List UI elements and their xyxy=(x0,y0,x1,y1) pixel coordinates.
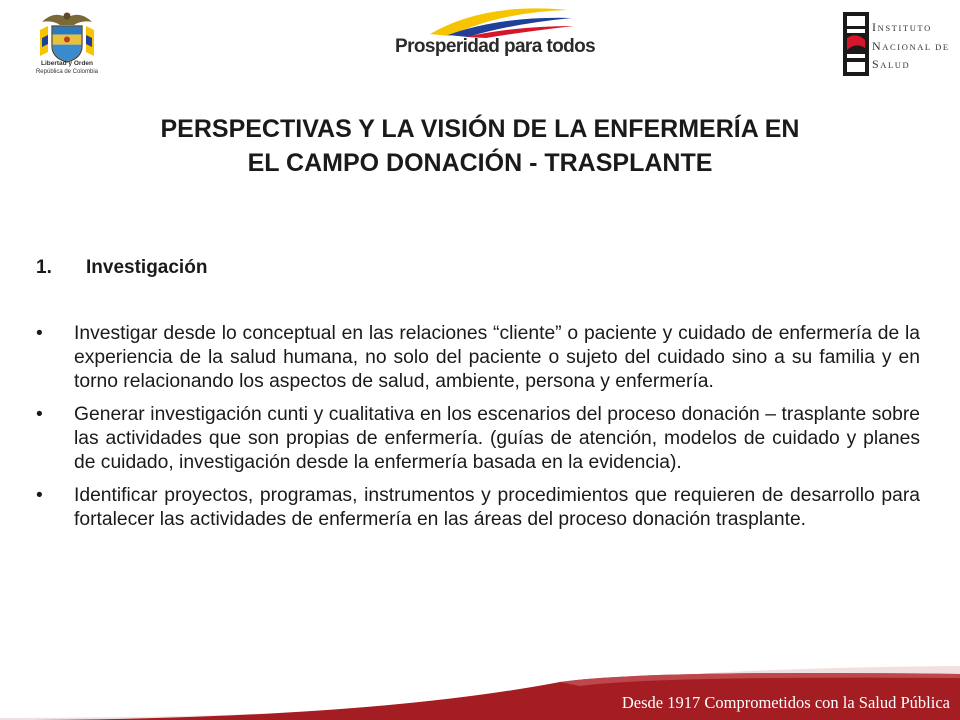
coat-motto-text: Libertad y Orden xyxy=(40,60,93,67)
slide-title-line-2: EL CAMPO DONACIÓN - TRASPLANTE xyxy=(247,149,713,177)
ins-line-2: NACIONAL DE xyxy=(872,38,950,53)
bullet-text: Generar investigación cunti y cualitativa en los escenarios del proceso donación – trasplante sobre las actividades que son propias de enfermería. (guías de atención, modelos de cuidado y planes de cuidado, investigación desde la enfermería basada en la evidencia). xyxy=(74,404,920,473)
bullet-item xyxy=(36,322,920,394)
ins-logo-icon xyxy=(843,12,869,76)
bullet-marker: • xyxy=(36,404,43,425)
bullet-list xyxy=(36,322,920,541)
bullet-item xyxy=(36,403,920,475)
coat-country-text: República de Colombia xyxy=(35,69,99,75)
bullet-item xyxy=(36,484,920,532)
section-label: Investigación xyxy=(86,257,208,278)
bullet-text: Identificar proyectos, programas, instrumentos y procedimientos que requieren de desarrollo para fortalecer las actividades de enfermería en las áreas del proceso donación trasplante. xyxy=(74,485,920,530)
bullet-marker: • xyxy=(36,485,43,506)
bullet-marker: • xyxy=(36,323,43,344)
slide-title xyxy=(40,112,920,180)
slide-title-line-1: PERSPECTIVAS Y LA VISIÓN DE LA ENFERMERÍA EN xyxy=(160,115,800,143)
ins-line-3: SALUD xyxy=(872,57,911,71)
ins-line-1: INSTITUTO xyxy=(872,20,932,34)
prosperidad-logo-text: Prosperidad para todos xyxy=(395,36,596,57)
footer-tagline: Desde 1917 Comprometidos con la Salud Pública xyxy=(621,693,950,712)
section-heading xyxy=(36,257,207,279)
section-number: 1. xyxy=(36,257,52,278)
ins-logo-text xyxy=(872,19,950,75)
bullet-text: Investigar desde lo conceptual en las relaciones “cliente” o paciente y cuidado de enfermería de la experiencia de la salud humana, no solo del paciente o sujeto del cuidado sino a su familia y en torno relacionando los aspectos de salud, ambiente, persona y enfermería. xyxy=(74,323,920,392)
coat-of-arms-caption xyxy=(22,60,112,76)
